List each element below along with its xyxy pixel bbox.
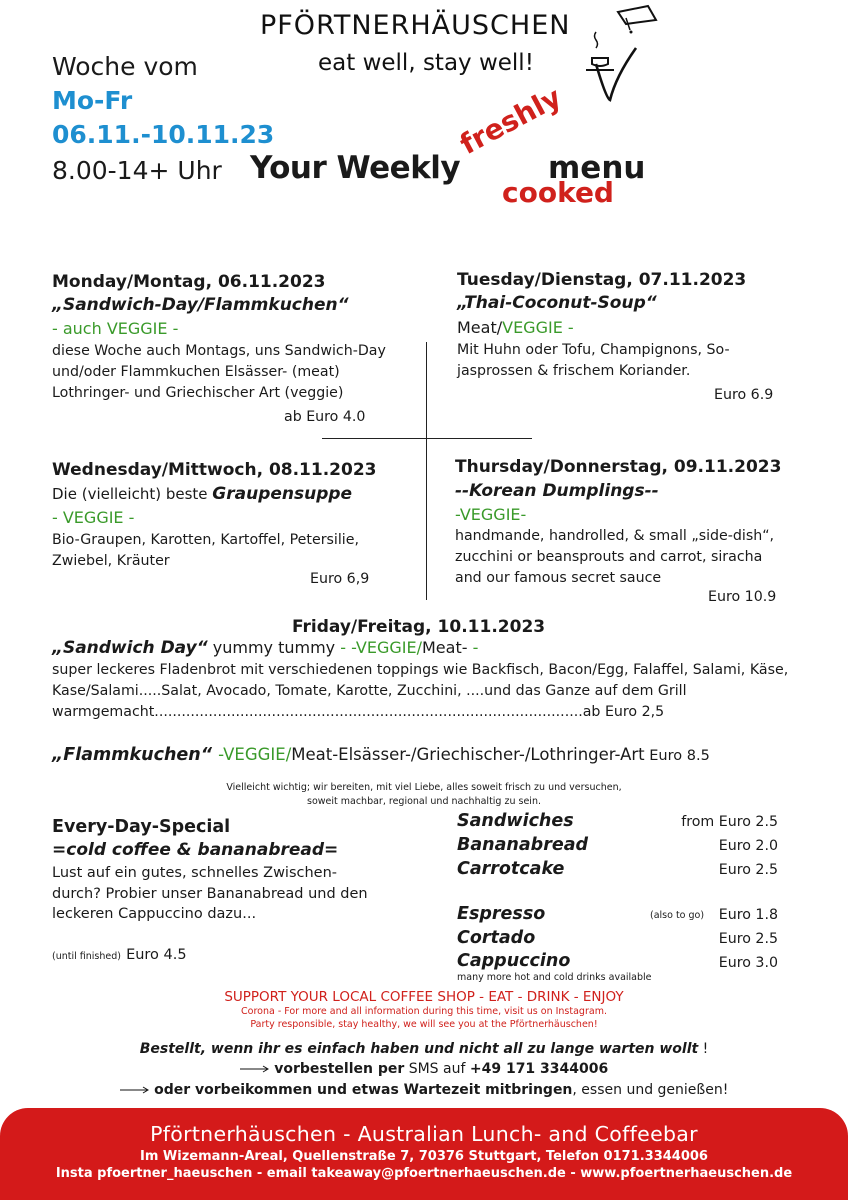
flammkuchen-variants: Meat-Elsässer-/Griechischer-/Lothringer-Art [291, 745, 645, 764]
phone-number[interactable]: +49 171 3344006 [469, 1061, 609, 1077]
friday-yummy: yummy tummy [207, 638, 341, 657]
divider-vertical [426, 342, 427, 600]
footer-address: Im Wizemann-Areal, Quellenstraße 7, 70376 Stuttgart, Telefon 0171.3344006 [140, 1149, 708, 1164]
special-description: Lust auf ein gutes, schnelles Zwischen-durch? Probier unser Bananabread und den leckeren Cappuccino dazu... [52, 865, 368, 922]
order-line-2 [0, 1061, 848, 1077]
wednesday-dish: Graupensuppe [212, 484, 353, 504]
menu-item-price: Euro 2.0 [718, 838, 778, 854]
menu-item-price: Euro 1.8 [718, 907, 778, 923]
thursday-heading: Thursday/Donnerstag, 09.11.2023 [455, 457, 782, 477]
special-until: (until finished) [52, 951, 121, 962]
title-cooked: cooked [502, 176, 614, 209]
title-weekly: Your Weekly [250, 150, 461, 186]
menu-item-name: Espresso [457, 904, 546, 924]
friday-dish-line [52, 638, 478, 658]
opening-hours: 8.00-14+ Uhr [52, 156, 222, 185]
flammkuchen-veggie: -VEGGIE/ [218, 745, 292, 764]
slogan: eat well, stay well! [318, 50, 534, 76]
menu-item-name: Carrotcake [457, 859, 565, 879]
tuesday-meat-veggie [457, 318, 574, 337]
party-note: Party responsible, stay healthy, we will see you at the Pförtnerhäuschen! [250, 1019, 598, 1030]
menu-item-price: Euro 2.5 [718, 862, 778, 878]
footer-title: Pförtnerhäuschen - Australian Lunch- and Coffeebar [150, 1122, 698, 1146]
monday-price: ab Euro 4.0 [284, 409, 366, 425]
friday-description: super leckeres Fladenbrot mit verschiedenen toppings wie Backfisch, Bacon/Egg, Falaffel, Salami, Käse, Kase/Salami.....Salat, Avocado, Tomate, Karotte, Zucchini, ....und das Ganze auf dem Grill warmgemacht...............................................................................................ab Euro 2,5 [52, 662, 789, 720]
monday-heading: Monday/Montag, 06.11.2023 [52, 272, 326, 292]
thursday-dish: --Korean Dumplings-- [455, 481, 659, 501]
tuesday-heading: Tuesday/Dienstag, 07.11.2023 [457, 270, 747, 290]
wednesday-price: Euro 6,9 [310, 571, 370, 587]
preorder-label: vorbestellen per [274, 1061, 405, 1077]
order-text: Bestellt, wenn ihr es einfach haben und nicht all zu lange warten wollt [139, 1041, 699, 1057]
thursday-price: Euro 10.9 [708, 589, 777, 605]
monday-description: diese Woche auch Montags, uns Sandwich-Day und/oder Flammkuchen Elsässer- (meat) Lothringer- und Griechischer Art (veggie) [52, 343, 386, 401]
menu-item-name: Bananabread [457, 835, 589, 855]
thursday-veggie: -VEGGIE- [455, 505, 527, 524]
order-line-1 [0, 1041, 848, 1057]
note-line-2: soweit machbar, regional und nachhaltig zu sein. [307, 796, 541, 807]
special-price-line [52, 944, 187, 963]
week-dates: 06.11.-10.11.23 [52, 120, 275, 149]
friday-tail: - [467, 638, 479, 657]
sms-label: SMS auf [404, 1061, 470, 1077]
menu-item-name: Cappuccino [457, 951, 571, 971]
monday-veggie: - auch VEGGIE - [52, 319, 179, 338]
wednesday-intro: Die (vielleicht) beste [52, 485, 213, 503]
flammkuchen-price: Euro 8.5 [644, 748, 710, 764]
logo-icon [582, 2, 664, 106]
walk-in-end: , essen und genießen! [572, 1082, 729, 1098]
tuesday-veggie: VEGGIE - [502, 318, 574, 337]
friday-heading: Friday/Freitag, 10.11.2023 [292, 617, 546, 637]
menu-item-name: Cortado [457, 928, 536, 948]
friday-dish: „Sandwich Day“ [52, 638, 208, 658]
tuesday-meat: Meat/ [457, 318, 503, 337]
walk-in-text: oder vorbeikommen und etwas Wartezeit mitbringen [154, 1082, 573, 1098]
order-text-end: ! [698, 1041, 709, 1057]
tuesday-description: Mit Huhn oder Tofu, Champignons, So-jasprossen & frischem Koriander. [457, 342, 730, 379]
menu-item-name: Sandwiches [457, 811, 574, 831]
arrow-right-icon [240, 1065, 270, 1073]
friday-veggie: - -VEGGIE/ [340, 638, 422, 657]
wednesday-description: Bio-Graupen, Karotten, Kartoffel, Petersilie, Zwiebel, Kräuter [52, 532, 359, 569]
arrow-right-icon [120, 1086, 150, 1094]
monday-dish: „Sandwich-Day/Flammkuchen“ [52, 295, 349, 315]
title-freshly: freshly [454, 80, 567, 161]
week-days: Mo-Fr [52, 86, 133, 115]
tuesday-price: Euro 6.9 [714, 387, 774, 403]
menu-item-price: from Euro 2.5 [681, 814, 778, 830]
menu-item-note: (also to go) [650, 910, 705, 921]
corona-note: Corona - For more and all information during this time, visit us on Instagram. [241, 1006, 607, 1017]
brand-name: PFÖRTNERHÄUSCHEN [260, 10, 571, 41]
tuesday-dish: „Thai-Coconut-Soup“ [457, 293, 657, 313]
wednesday-dish-line [52, 484, 352, 504]
drinks-note: many more hot and cold drinks available [457, 972, 652, 983]
footer [0, 1108, 848, 1200]
flammkuchen-line [52, 745, 710, 765]
special-subtitle: =cold coffee & bananabread= [52, 840, 339, 860]
menu-item-price: Euro 2.5 [718, 931, 778, 947]
flammkuchen-dish: „Flammkuchen“ [52, 745, 219, 765]
support-headline: SUPPORT YOUR LOCAL COFFEE SHOP - EAT - DRINK - ENJOY [224, 989, 624, 1005]
thursday-description: handmande, handrolled, & small „side-dish“, zucchini or beansprouts and carrot, siracha and our famous secret sauce [455, 528, 775, 586]
special-price: Euro 4.5 [126, 947, 187, 963]
wednesday-heading: Wednesday/Mittwoch, 08.11.2023 [52, 460, 377, 480]
order-line-3 [0, 1082, 848, 1098]
title-menu: menu [548, 150, 646, 186]
week-label: Woche vom [52, 52, 198, 81]
special-title: Every-Day-Special [52, 817, 231, 837]
note-line-1: Vielleicht wichtig; wir bereiten, mit viel Liebe, alles soweit frisch zu und versuchen, [226, 782, 622, 793]
friday-meat: Meat- [421, 638, 468, 657]
divider-horizontal [322, 438, 532, 439]
wednesday-veggie: - VEGGIE - [52, 508, 135, 527]
footer-contacts: Insta pfoertner_haeuschen - email takeaway@pfoertnerhaeuschen.de - www.pfoertnerhaeuschen.de [55, 1166, 793, 1181]
menu-item-price: Euro 3.0 [718, 955, 778, 971]
